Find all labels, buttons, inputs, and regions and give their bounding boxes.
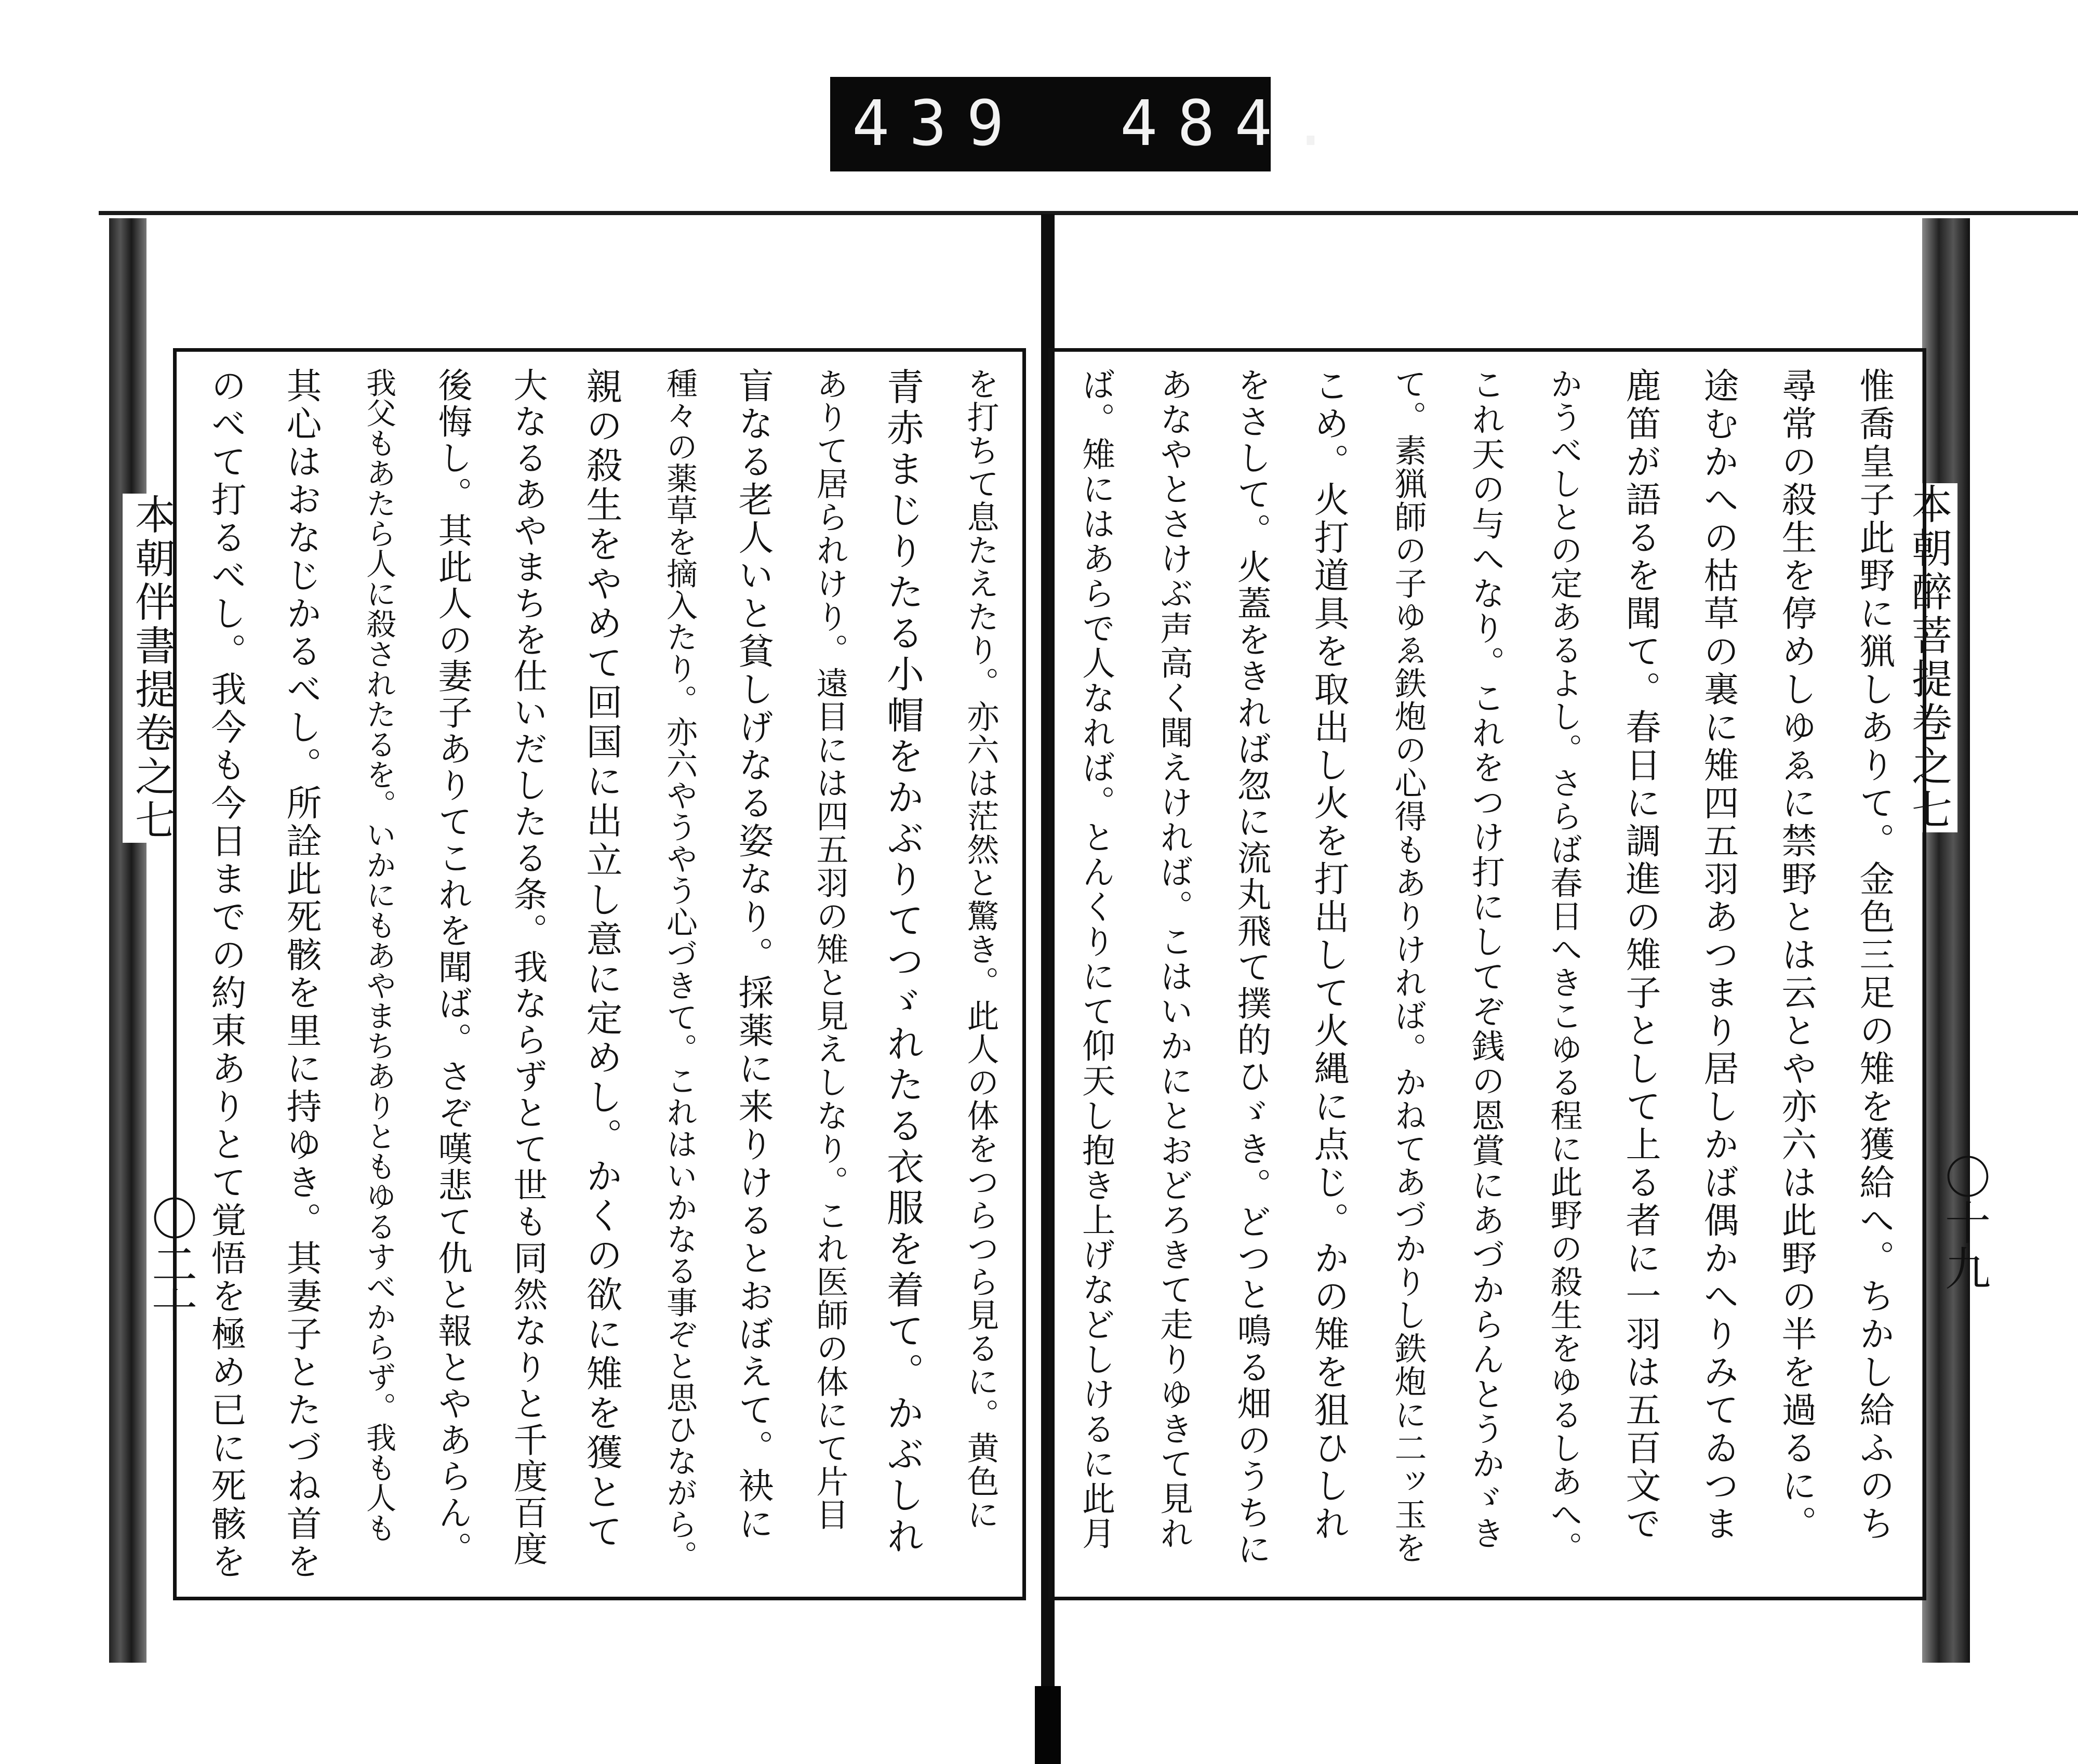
right-page-text-frame bbox=[1048, 348, 1926, 1600]
folio-left: 〇二十 bbox=[144, 1195, 198, 1332]
text-column: て。素猟師の子ゆゑ鉄炮の心得もありければ。かねてあづかりし鉄炮に二ッ玉を bbox=[1389, 367, 1427, 1564]
text-column: 我父もあたら人に殺されたるを。いかにもあやまちありともゆるすべからず。我も人も bbox=[361, 367, 396, 1543]
text-column: 大なるあやまちを仕いだしたる条。我ならずとて世も同然なりと千度百度 bbox=[508, 367, 548, 1568]
text-column: ば。雉にはあらで人なれば。とんくりにて仰天し抱き上げなどしけるに此月 bbox=[1076, 367, 1115, 1551]
right-page-edge bbox=[1922, 218, 1970, 1663]
running-title-left: 本朝伴書提卷之七 bbox=[123, 494, 181, 843]
text-column: こめ。火打道具を取出し火を打出して火縄に点じ。かの雉を狙ひしれ bbox=[1308, 367, 1349, 1543]
text-column: 惟喬皇子此野に猟しありて。金色三足の雉を獲給へ。ちかし給ふのち bbox=[1854, 367, 1895, 1543]
text-column: 尋常の殺生を停めしゆゑに禁野とは云とや亦六は此野の半を過るに。 bbox=[1776, 367, 1817, 1543]
text-column: を打ちて息たえたり。亦六は茫然と驚き。此人の体をつらつら見るに。黄色に bbox=[962, 367, 1000, 1531]
text-column: 盲なる老人いと貧しげなる姿なり。採薬に来りけるとおぼえて。袂に bbox=[732, 367, 774, 1543]
accession-number-right: 484. bbox=[1120, 88, 1349, 160]
accession-number-label bbox=[830, 77, 1349, 171]
text-column: ありて居られけり。遠目には四五羽の雉と見えしなり。これ医師の体にて片目 bbox=[811, 367, 849, 1531]
text-column: これ天の与へなり。これをつけ打にしてぞ銭の恩賞にあづからんとうかゞき bbox=[1466, 367, 1504, 1551]
text-column: 鹿笛が語るを聞て。春日に調進の雉子として上る者に一羽は五百文で bbox=[1620, 367, 1661, 1543]
text-column: あなやとさけぶ声高く聞えければ。こはいかにとおどろきて走りゆきて見れ bbox=[1154, 367, 1193, 1551]
text-column: 種々の薬草を摘入たり。亦六やうやう心づきて。これはいかなる事ぞと思ひながら。 bbox=[661, 367, 698, 1572]
gutter-clip bbox=[1035, 1686, 1061, 1764]
running-title-right: 本朝醉菩提卷之七 bbox=[1899, 483, 1957, 832]
text-column: 其心はおなじかるべし。所詮此死骸を里に持ゆき。其妻子とたづね首を bbox=[281, 367, 322, 1581]
text-column: 親の殺生をやめて回国に出立し意に定めし。かくの欲に雉を獲とて bbox=[580, 367, 623, 1552]
text-column: 後悔し。其此人の妻子ありてこれを聞ば。さぞ嘆悲て仇と報とやあらん。 bbox=[432, 367, 472, 1568]
accession-number-left: 439 bbox=[852, 88, 1024, 160]
text-column: 青赤まじりたる小帽をかぶりてつゞれたる衣服を着て。かぶしれ bbox=[881, 367, 924, 1558]
text-column: 途むかへの枯草の裏に雉四五羽あつまり居しかば偶かへりみてゐつま bbox=[1698, 367, 1739, 1543]
text-column: のべて打るべし。我今も今日までの約束ありとて覚悟を極め已に死骸を bbox=[205, 367, 246, 1581]
folio-right: 〇十九 bbox=[1938, 1153, 1991, 1291]
book-top-edge bbox=[99, 211, 2078, 215]
left-page-edge bbox=[109, 218, 146, 1663]
text-column: かうべしとの定あるよし。さらば春日へきこゆる程に此野の殺生をゆるしあへ。 bbox=[1545, 367, 1583, 1564]
text-column: をさして。火蓋をきれば忽に流丸飛て撲的ひゞき。どつと鳴る畑のうちに bbox=[1231, 367, 1271, 1568]
left-page-text-frame bbox=[173, 348, 1026, 1600]
